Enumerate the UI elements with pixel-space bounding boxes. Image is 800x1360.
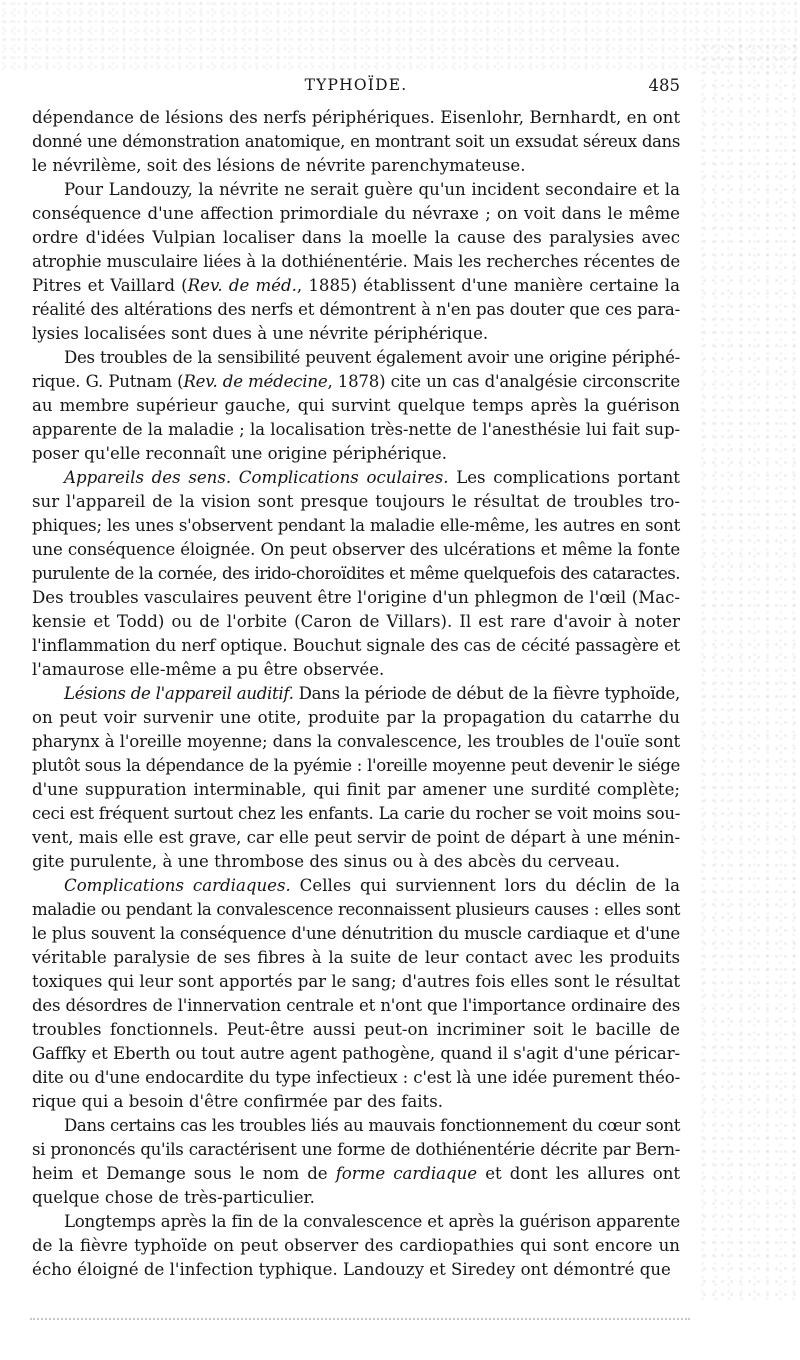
text-run: ordre d'idées Vulpian localiser dans la moelle la cause des paralysies avec — [32, 228, 680, 247]
italic-phrase: Complications cardiaques. — [64, 876, 291, 895]
text-line — [32, 202, 680, 226]
text-run: heim et Demange sous le nom de — [32, 1164, 336, 1183]
text-run: l'amaurose elle-même a pu être observée. — [32, 660, 385, 679]
page-header — [32, 76, 680, 102]
text-run: des désordres de l'innervation centrale et n'ont que l'importance ordinaire des — [32, 996, 680, 1015]
italic-phrase: Rev. de méd. — [187, 276, 297, 295]
text-run: purulente de la cornée, des irido-choroïdites et même quelquefois des cataractes. — [32, 564, 680, 583]
text-run: lysies localisées sont dues à une névrite périphérique. — [32, 324, 489, 343]
text-line — [32, 394, 680, 418]
text-line — [32, 778, 680, 802]
text-run: Dans certains cas les troubles liés au mauvais fonctionnement du cœur sont — [64, 1116, 680, 1135]
text-run: Pitres et Vaillard ( — [32, 276, 188, 295]
running-title: TYPHOÏDE. — [304, 76, 408, 94]
text-run: rique. G. Putnam ( — [32, 372, 184, 391]
text-line — [32, 226, 680, 250]
text-line — [32, 154, 680, 178]
text-run: apparente de la maladie ; la localisation très-nette de l'anesthésie lui fait sup- — [32, 420, 680, 439]
italic-phrase: Rev. de médecine — [183, 372, 328, 391]
text-line — [32, 826, 680, 850]
text-line — [32, 946, 680, 970]
text-line — [32, 706, 680, 730]
text-line — [32, 802, 680, 826]
text-run: le plus souvent la conséquence d'une dénutrition du muscle cardiaque et d'une — [32, 924, 680, 943]
text-run: Des troubles de la sensibilité peuvent également avoir une origine périphé- — [64, 348, 680, 367]
text-run: atrophie musculaire liées à la dothiénentérie. Mais les recherches récentes de — [32, 252, 680, 271]
text-run: plutôt sous la dépendance de la pyémie : l'oreille moyenne peut devenir le siége — [32, 756, 680, 775]
text-line — [32, 1162, 680, 1186]
text-line — [32, 250, 680, 274]
text-line — [32, 1018, 680, 1042]
text-run: réalité des altérations des nerfs et démontrent à n'en pas douter que ces para- — [32, 300, 680, 319]
text-run: troubles fonctionnels. Peut-être aussi peut-on incriminer soit le bacille de — [32, 1020, 680, 1039]
text-line — [32, 850, 680, 874]
text-run: poser qu'elle reconnaît une origine périphérique. — [32, 444, 447, 463]
text-line — [32, 730, 680, 754]
text-run: maladie ou pendant la convalescence reconnaissent plusieurs causes : elles sont — [32, 900, 680, 919]
text-line — [32, 898, 680, 922]
text-run: Des troubles vasculaires peuvent être l'origine d'un phlegmon de l'œil (Mac- — [32, 588, 680, 607]
text-line — [32, 754, 680, 778]
text-line — [32, 1234, 680, 1258]
italic-phrase: Appareils des sens. Complications oculaires. — [64, 468, 449, 487]
text-run: ceci est fréquent surtout chez les enfants. La carie du rocher se voit moins sou- — [32, 804, 680, 823]
text-line — [32, 1042, 680, 1066]
text-run: rique qui a besoin d'être confirmée par des faits. — [32, 1092, 443, 1111]
text-line — [32, 634, 680, 658]
text-line — [32, 562, 680, 586]
bottom-rule — [30, 1318, 690, 1320]
text-run: gite purulente, à une thrombose des sinus ou à des abcès du cerveau. — [32, 852, 621, 871]
text-line — [32, 610, 680, 634]
text-run: pharynx à l'oreille moyenne; dans la convalescence, les troubles de l'ouïe sont — [32, 732, 680, 751]
text-line — [32, 322, 680, 346]
text-run: sur l'appareil de la vision sont presque toujours le résultat de troubles tro- — [32, 492, 680, 511]
text-run: quelque chose de très-particulier. — [32, 1188, 315, 1207]
text-run: véritable paralysie de ses fibres à la suite de leur contact avec les produits — [32, 948, 680, 967]
text-line — [32, 1138, 680, 1162]
text-line — [32, 106, 680, 130]
text-line — [32, 274, 680, 298]
italic-phrase: Lésions de l'appareil auditif. — [64, 684, 294, 703]
text-line — [32, 1090, 680, 1114]
scan-speckle-top — [0, 0, 800, 70]
text-line — [32, 1114, 680, 1138]
text-run: dite ou d'une endocardite du type infectieux : c'est là une idée purement théo- — [32, 1068, 680, 1087]
italic-phrase: forme cardiaque — [335, 1164, 478, 1183]
text-run: toxiques qui leur sont apportés par le sang; d'autres fois elles sont le résultat — [32, 972, 680, 991]
text-line — [32, 418, 680, 442]
text-line — [32, 1210, 680, 1234]
text-line — [32, 346, 680, 370]
text-line — [32, 682, 680, 706]
text-line — [32, 442, 680, 466]
text-line — [32, 130, 680, 154]
text-line — [32, 298, 680, 322]
text-run: Celles qui surviennent lors du déclin de la — [290, 876, 680, 895]
text-run: , 1885) établissent d'une manière certaine la — [296, 276, 680, 295]
text-run: donné une démonstration anatomique, en montrant soit un exsudat séreux dans — [32, 132, 680, 151]
text-line — [32, 490, 680, 514]
page-number: 485 — [648, 76, 680, 95]
text-run: le névrilème, soit des lésions de névrite parenchymateuse. — [32, 156, 526, 175]
text-line — [32, 1186, 680, 1210]
text-run: et dont les allures ont — [477, 1164, 680, 1183]
text-run: dépendance de lésions des nerfs périphériques. Eisenlohr, Bernhardt, en ont — [32, 108, 680, 127]
text-line — [32, 466, 680, 490]
text-run: conséquence d'une affection primordiale du névraxe ; on voit dans le même — [32, 204, 680, 223]
text-run: au membre supérieur gauche, qui survint quelque temps après la guérison — [32, 396, 680, 415]
text-line — [32, 658, 680, 682]
text-run: l'inflammation du nerf optique. Bouchut signale des cas de cécité passagère et — [32, 636, 680, 655]
text-run: Longtemps après la fin de la convalescence et après la guérison apparente — [64, 1212, 680, 1231]
text-run: de la fièvre typhoïde on peut observer des cardiopathies qui sont encore un — [32, 1236, 680, 1255]
text-run: , 1878) cite un cas d'analgésie circonscrite — [327, 372, 680, 391]
text-run: écho éloigné de l'infection typhique. Landouzy et Siredey ont démontré que — [32, 1260, 671, 1279]
text-line — [32, 874, 680, 898]
text-line — [32, 178, 680, 202]
text-run: Dans la période de début de la fièvre typhoïde, — [293, 684, 680, 703]
text-run: on peut voir survenir une otite, produite par la propagation du catarrhe du — [32, 708, 680, 727]
text-line — [32, 1066, 680, 1090]
text-line — [32, 922, 680, 946]
text-line — [32, 538, 680, 562]
text-line — [32, 970, 680, 994]
text-run: Pour Landouzy, la névrite ne serait guère qu'un incident secondaire et la — [64, 180, 680, 199]
text-run: d'une suppuration interminable, qui finit par amener une surdité complète; — [32, 780, 680, 799]
text-line — [32, 514, 680, 538]
text-run: kensie et Todd) ou de l'orbite (Caron de Villars). Il est rare d'avoir à noter — [32, 612, 680, 631]
body-text — [32, 106, 680, 1282]
text-run: vent, mais elle est grave, car elle peut servir de point de départ à une ménin- — [32, 828, 680, 847]
text-run: Gaffky et Eberth ou tout autre agent pathogène, quand il s'agit d'une péricar- — [32, 1044, 680, 1063]
text-run: si prononcés qu'ils caractérisent une forme de dothiénentérie décrite par Bern- — [32, 1140, 680, 1159]
text-run: une conséquence éloignée. On peut observer des ulcérations et même la fonte — [32, 540, 680, 559]
text-line — [32, 994, 680, 1018]
text-line — [32, 586, 680, 610]
text-run: Les complications portant — [448, 468, 680, 487]
scan-speckle-right-margin — [700, 40, 800, 1300]
text-line — [32, 370, 680, 394]
text-line — [32, 1258, 680, 1282]
text-run: phiques; les unes s'observent pendant la maladie elle-même, les autres en sont — [32, 516, 680, 535]
